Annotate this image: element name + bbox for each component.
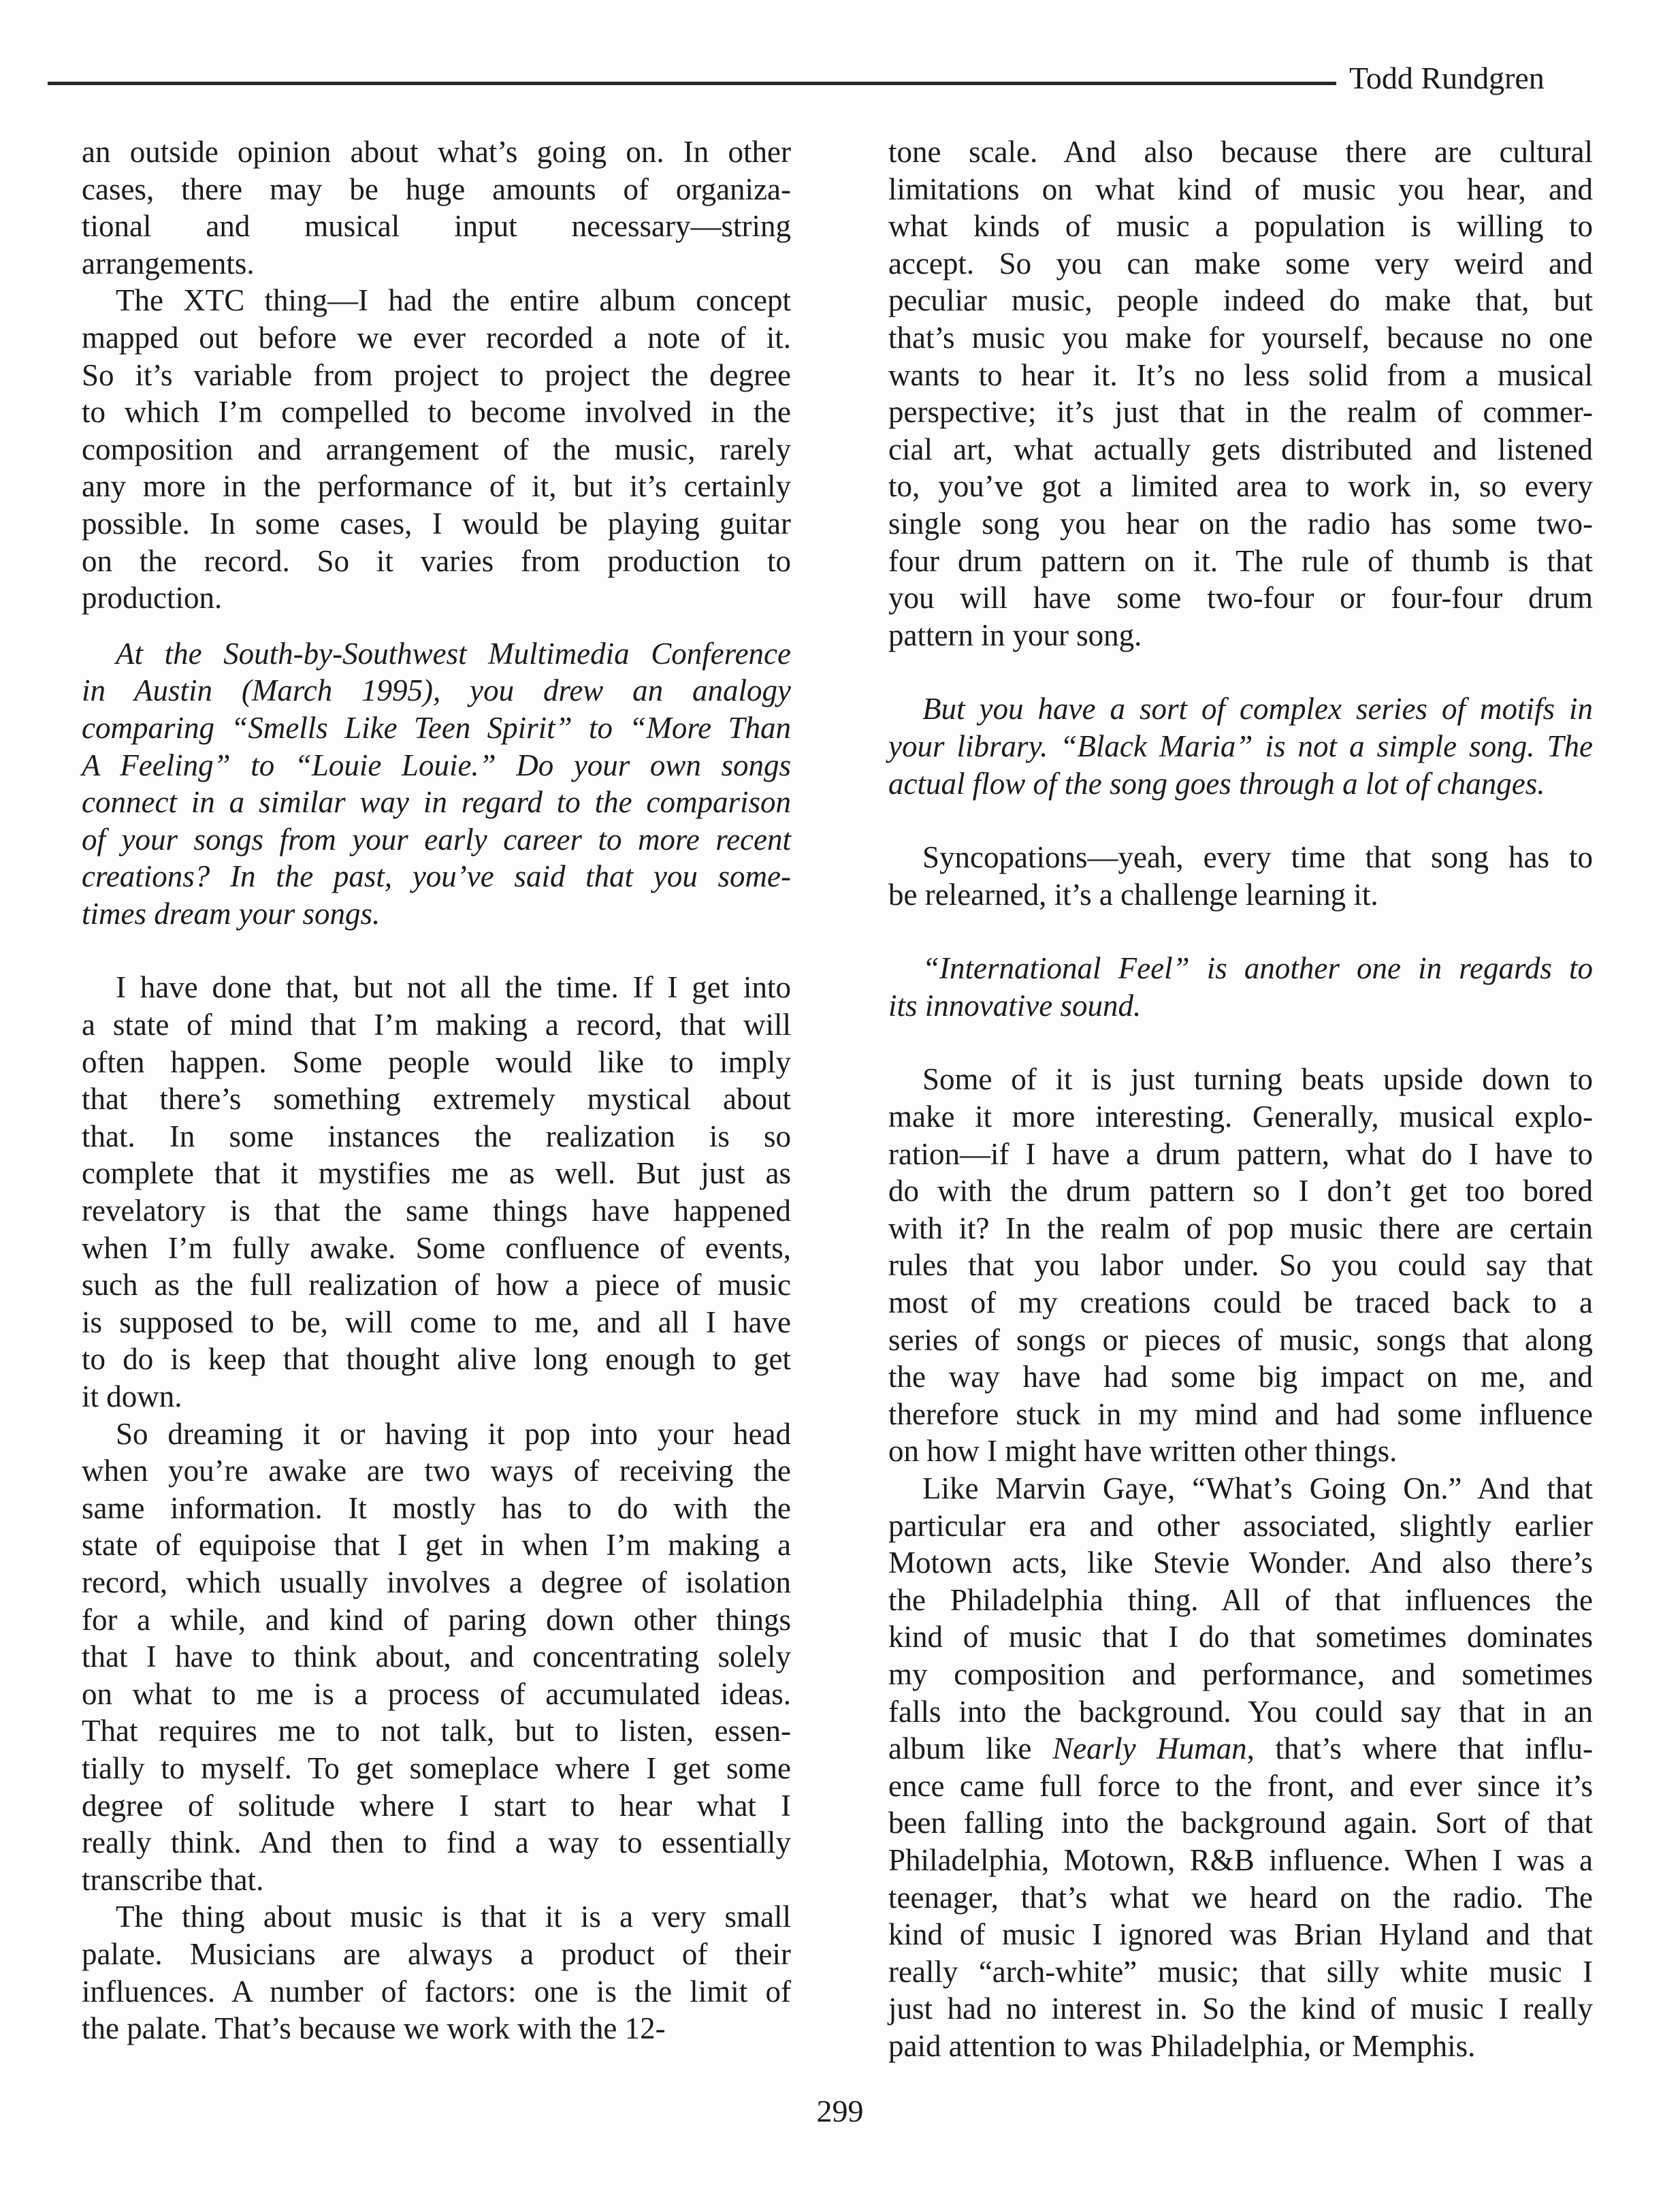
text-line: revelatory is that the same things have happened: [82, 1194, 791, 1228]
left-column: [48, 133, 791, 2047]
text-line: when you’re awake are two ways of receiving the: [82, 1454, 791, 1488]
interview-answer: [854, 1470, 1593, 2065]
page-number: 299: [816, 2094, 864, 2128]
text-line: I have done that, but not all the time. If I get into: [116, 970, 791, 1005]
text-line: That requires me to not talk, but to listen, essen-: [82, 1714, 791, 1748]
paragraph-spacer: [854, 802, 1593, 839]
text-line: been falling into the background again. Sort of that: [888, 1806, 1593, 1840]
text-line: often happen. Some people would like to imply: [82, 1044, 791, 1079]
text-line: the Philadelphia thing. All of that influences the: [888, 1582, 1593, 1617]
text-line: really “arch-white” music; that silly white music I: [888, 1954, 1593, 1989]
text-line: that I have to think about, and concentrating solely: [82, 1640, 791, 1674]
text-line: Philadelphia, Motown, R&B influence. When I was a: [888, 1842, 1593, 1877]
text-line: a state of mind that I’m making a record, that will: [82, 1008, 791, 1042]
text-line: with it? In the realm of pop music there are certain: [888, 1211, 1593, 1245]
text-line: my composition and performance, and sometimes: [888, 1657, 1593, 1691]
text-line: creations? In the past, you’ve said that you some-: [82, 859, 791, 894]
text-line: make it more interesting. Generally, musical explo-: [888, 1100, 1593, 1134]
text-line: the way have had some big impact on me, and: [888, 1360, 1593, 1394]
text-line: Like Marvin Gaye, “What’s Going On.” And that: [922, 1471, 1593, 1505]
text-line: you will have some two-four or four-four drum: [888, 581, 1593, 616]
text-line: to which I’m compelled to become involved in the: [82, 395, 791, 430]
text-line: ence came full force to the front, and ever since it’s: [888, 1768, 1593, 1803]
text-line: “International Feel” is another one in regards to: [922, 951, 1593, 986]
text-line: complete that it mystifies me as well. But just as: [82, 1156, 791, 1191]
interview-question: [48, 635, 791, 933]
interview-question: [854, 950, 1593, 1024]
text-line: accept. So you can make some very weird and: [888, 246, 1593, 281]
text-line: kind of music I ignored was Brian Hyland and that: [888, 1917, 1593, 1952]
paragraph-spacer: [48, 617, 791, 635]
paragraph-spacer: [854, 1024, 1593, 1061]
text-line: comparing “Smells Like Teen Spirit” to “More Than: [82, 710, 791, 745]
text-line: influences. A number of factors: one is the limit of: [82, 1974, 791, 2009]
text-line: times dream your songs.: [82, 896, 381, 931]
text-line: really think. And then to find a way to essentially: [82, 1825, 791, 1860]
text-line: limitations on what kind of music you hear, and: [888, 172, 1593, 206]
text-line: on the record. So it varies from production to: [82, 543, 791, 578]
interview-answer: [48, 1898, 791, 2047]
text-line: tially to myself. To get someplace where I get some: [82, 1751, 791, 1785]
text-line: rules that you labor under. So you could say that: [888, 1248, 1593, 1283]
right-column: [854, 133, 1593, 2065]
text-line: mapped out before we ever recorded a note of it.: [82, 320, 791, 355]
text-line: kind of music that I do that sometimes dominates: [888, 1620, 1593, 1655]
text-line: cial art, what actually gets distributed and listened: [888, 432, 1593, 466]
text-line: that. In some instances the realization is so: [82, 1119, 791, 1153]
text-line: So dreaming it or having it pop into your head: [116, 1416, 791, 1451]
interview-answer: [854, 839, 1593, 913]
paragraph-spacer: [854, 654, 1593, 690]
text-line: four drum pattern on it. The rule of thumb is that: [888, 543, 1593, 578]
paragraph-spacer: [48, 932, 791, 969]
album-title: Nearly Human: [1052, 1731, 1247, 1766]
text-line: same information. It mostly has to do with the: [82, 1490, 791, 1525]
text-line: wants to hear it. It’s no less solid from a musical: [888, 357, 1593, 392]
text-line: therefore stuck in my mind and had some influence: [888, 1396, 1593, 1431]
text-line: an outside opinion about what’s going on. In other: [82, 135, 791, 169]
text-line: in Austin (March 1995), you drew an analogy: [82, 673, 791, 708]
text-line: The XTC thing—I had the entire album concept: [116, 283, 791, 318]
text-line: is supposed to be, will come to me, and all I have: [82, 1305, 791, 1339]
text-line: to, you’ve got a limited area to work in, so every: [888, 469, 1593, 504]
text-line: such as the full realization of how a piece of music: [82, 1268, 791, 1302]
text-line: teenager, that’s what we heard on the radio. The: [888, 1880, 1593, 1915]
text-line: state of equipoise that I get in when I’m making a: [82, 1528, 791, 1563]
text-line: to do is keep that thought alive long enough to get: [82, 1342, 791, 1377]
text-line: arrangements.: [82, 246, 255, 281]
text-line: particular era and other associated, slightly earlier: [888, 1508, 1593, 1543]
text-line: that there’s something extremely mystical about: [82, 1082, 791, 1117]
text-line: connect in a similar way in regard to the comparison: [82, 785, 791, 820]
text-line: its innovative sound.: [888, 988, 1142, 1023]
text-line: possible. In some cases, I would be playing guitar: [82, 506, 791, 541]
text-line: Syncopations—yeah, every time that song has to: [922, 840, 1593, 875]
text-line: be relearned, it’s a challenge learning it.: [888, 877, 1378, 912]
text-line: when I’m fully awake. Some confluence of events,: [82, 1230, 791, 1265]
interview-answer: [48, 282, 791, 616]
interview-answer: [48, 969, 791, 1415]
text-line: ration—if I have a drum pattern, what do I have to: [888, 1136, 1593, 1171]
text-line: Motown acts, like Stevie Wonder. And also there’s: [888, 1546, 1593, 1580]
text-line: single song you hear on the radio has some two-: [888, 506, 1593, 541]
text-line: falls into the background. You could say that in an: [888, 1694, 1593, 1729]
text-line: on what to me is a process of accumulated ideas.: [82, 1676, 791, 1711]
interview-answer: [854, 133, 1593, 654]
paragraph-spacer: [854, 913, 1593, 950]
text-line: At the South-by-Southwest Multimedia Conference: [116, 636, 791, 671]
text-line: tional and musical input necessary—string: [82, 209, 791, 244]
header-rule: [48, 82, 1336, 85]
text-line: actual flow of the song goes through a lot of changes.: [888, 766, 1545, 801]
text-line: do with the drum pattern so I don’t get too bored: [888, 1174, 1593, 1209]
text-line: transcribe that.: [82, 1862, 264, 1897]
text-line: most of my creations could be traced back to a: [888, 1285, 1593, 1320]
interview-answer: [48, 133, 791, 282]
text-line: So it’s variable from project to project the degree: [82, 357, 791, 392]
interview-question: [854, 690, 1593, 802]
text-line: it down.: [82, 1379, 182, 1413]
text-line: degree of solitude where I start to hear what I: [82, 1788, 791, 1823]
text-line: production.: [82, 581, 223, 616]
text-line: any more in the performance of it, but it’s certainly: [82, 469, 791, 504]
text-line: paid attention to was Philadelphia, or Memphis.: [888, 2028, 1476, 2063]
text-line: the palate. That’s because we work with the 12-: [82, 2011, 666, 2046]
interview-answer: [854, 1061, 1593, 1470]
text-line: perspective; it’s just that in the realm of commer-: [888, 395, 1593, 430]
interview-answer: [48, 1416, 791, 1899]
text-line: your library. “Black Maria” is not a simple song. The: [888, 729, 1593, 763]
text-line: cases, there may be huge amounts of organiza-: [82, 172, 791, 206]
text-line: Some of it is just turning beats upside down to: [922, 1062, 1593, 1097]
text-line: peculiar music, people indeed do make that, but: [888, 283, 1593, 318]
text-line: for a while, and kind of paring down other things: [82, 1602, 791, 1637]
text-line: just had no interest in. So the kind of music I really: [888, 1992, 1593, 2026]
text-line: The thing about music is that it is a very small: [116, 1900, 791, 1934]
text-line: that’s music you make for yourself, because no one: [888, 320, 1593, 355]
text-line: pattern in your song.: [888, 618, 1142, 652]
text-line: of your songs from your early career to more recent: [82, 822, 791, 857]
text-line: what kinds of music a population is willing to: [888, 209, 1593, 244]
text-line: on how I might have written other things.: [888, 1434, 1398, 1469]
running-head: Todd Rundgren: [1349, 61, 1545, 95]
text-line: But you have a sort of complex series of motifs in: [922, 692, 1593, 726]
text-line: tone scale. And also because there are cultural: [888, 135, 1593, 169]
text-line: composition and arrangement of the music, rarely: [82, 432, 791, 466]
text-line: album like Nearly Human, that’s where that influ-: [888, 1731, 1593, 1766]
text-line: record, which usually involves a degree of isolation: [82, 1565, 791, 1599]
text-line: A Feeling” to “Louie Louie.” Do your own songs: [82, 748, 791, 782]
text-line: series of songs or pieces of music, songs that along: [888, 1322, 1593, 1357]
text-line: palate. Musicians are always a product of their: [82, 1936, 791, 1971]
